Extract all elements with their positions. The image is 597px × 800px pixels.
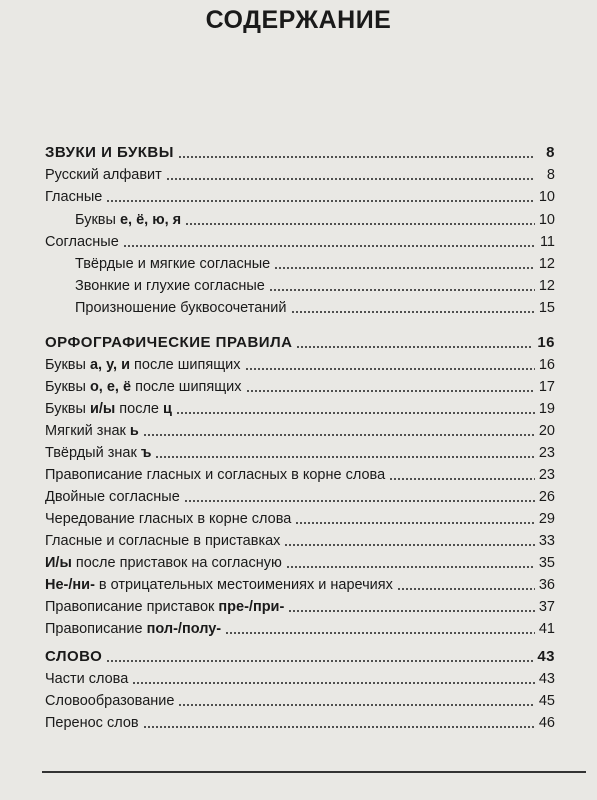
entry-text: Твёрдые и мягкие согласные	[75, 256, 271, 272]
page-number: 46	[538, 715, 555, 731]
toc-entry	[45, 528, 555, 550]
dot-leader	[274, 267, 535, 269]
page-number: 37	[538, 599, 555, 615]
emphasized-text: е, ё, ю, я	[119, 212, 182, 228]
toc-entry-title	[45, 233, 119, 251]
toc-entry	[45, 506, 555, 528]
toc-entry-title	[45, 620, 221, 638]
page-number: 10	[538, 189, 555, 205]
toc-entry-title	[45, 378, 242, 396]
toc-entry	[45, 374, 555, 396]
page-number: 15	[538, 300, 555, 316]
toc-section-title: ОРФОГРАФИЧЕСКИЕ ПРАВИЛА	[45, 334, 293, 351]
emphasized-text: ъ	[140, 445, 152, 461]
entry-text: Твёрдый знак	[45, 445, 141, 461]
toc-entry-title	[75, 277, 265, 295]
dot-leader	[185, 223, 535, 225]
page-number: 43	[537, 648, 555, 665]
page-title: СОДЕРЖАНИЕ	[205, 6, 392, 34]
toc-section	[45, 140, 555, 162]
toc-entry-title	[45, 188, 102, 206]
emphasized-text: ь	[129, 423, 139, 439]
toc-section	[45, 644, 555, 666]
dot-leader	[155, 456, 534, 458]
toc-section	[45, 330, 555, 352]
toc-entry	[75, 273, 555, 295]
dot-leader	[106, 660, 533, 662]
entry-text: Мягкий знак	[45, 423, 130, 439]
page-number: 8	[546, 144, 555, 161]
page-number: 16	[538, 357, 555, 373]
toc-entry	[45, 229, 555, 251]
toc-entry	[45, 484, 555, 506]
dot-leader	[245, 368, 535, 370]
entry-text: Чередование гласных в корне слова	[45, 511, 292, 527]
page-number: 16	[537, 334, 555, 351]
dot-leader	[269, 289, 535, 291]
toc-entry	[75, 295, 555, 317]
toc-section-title: СЛОВО	[45, 648, 103, 665]
emphasized-text: пол-/полу-	[146, 621, 222, 637]
dot-leader	[123, 245, 535, 247]
dot-leader	[284, 544, 534, 546]
toc-entry-title	[75, 299, 287, 317]
dot-leader	[397, 588, 535, 590]
toc-entry	[45, 184, 555, 206]
entry-text: Русский алфавит	[45, 167, 162, 183]
page-number: 43	[538, 671, 555, 687]
toc-section-title: ЗВУКИ И БУКВЫ	[45, 144, 174, 161]
emphasized-text: Не-/ни-	[45, 577, 95, 593]
entry-text: Правописание гласных и согласных в корне слова	[45, 467, 386, 483]
dot-leader	[184, 500, 535, 502]
entry-text: Правописание приставок	[45, 599, 219, 615]
dot-leader	[389, 478, 535, 480]
toc-entry	[45, 162, 555, 184]
emphasized-text: И/ы	[45, 555, 72, 571]
toc-entry	[45, 688, 555, 710]
toc-entry	[75, 251, 555, 273]
emphasized-text: о, е, ё	[89, 379, 132, 395]
toc-entry	[75, 207, 555, 229]
entry-text: Гласные и согласные в приставках	[45, 533, 281, 549]
entry-text: после шипящих	[130, 357, 241, 373]
toc-entry-title	[45, 576, 393, 594]
toc-entry-title	[45, 356, 241, 374]
toc-entry-title	[45, 670, 128, 688]
entry-text: Буквы	[75, 212, 120, 228]
page-number: 12	[538, 256, 555, 272]
toc-entry	[45, 462, 555, 484]
page-number: 23	[538, 467, 555, 483]
entry-text: Согласные	[45, 234, 119, 250]
toc-entry-title	[45, 166, 162, 184]
emphasized-text: ц	[163, 401, 172, 417]
toc-entry-title	[45, 598, 284, 616]
toc-entry	[45, 710, 555, 732]
entry-text: Двойные согласные	[45, 489, 180, 505]
page-number: 12	[538, 278, 555, 294]
dot-leader	[225, 632, 535, 634]
entry-text: после шипящих	[131, 379, 242, 395]
page-number: 20	[538, 423, 555, 439]
toc-entry	[45, 440, 555, 462]
emphasized-text: пре-/при-	[218, 599, 285, 615]
toc-entry-title	[45, 510, 291, 528]
entry-text: Буквы	[45, 357, 90, 373]
toc-entry-title	[75, 255, 270, 273]
toc-entry-title	[75, 211, 181, 229]
toc-entry-title	[45, 692, 174, 710]
toc-entry-title	[45, 554, 282, 572]
toc-entry	[45, 616, 555, 638]
dot-leader	[166, 178, 535, 180]
toc-entry-title	[45, 400, 172, 418]
dot-leader	[246, 390, 535, 392]
toc-entry	[45, 572, 555, 594]
page-number: 26	[538, 489, 555, 505]
dot-leader	[178, 704, 534, 706]
bottom-divider	[42, 771, 586, 773]
entry-text: Буквы	[45, 379, 90, 395]
dot-leader	[295, 522, 535, 524]
toc-entry	[45, 550, 555, 572]
toc-entry	[45, 418, 555, 440]
entry-text: Словообразование	[45, 693, 175, 709]
entry-text: Гласные	[45, 189, 103, 205]
toc-entry	[45, 594, 555, 616]
page-number: 8	[546, 167, 555, 183]
dot-leader	[291, 311, 535, 313]
dot-leader	[132, 682, 535, 684]
emphasized-text: а, у, и	[89, 357, 131, 373]
entry-text: Буквы	[45, 401, 90, 417]
page-number: 41	[538, 621, 555, 637]
toc-entry-title	[45, 532, 280, 550]
entry-text: в отрицательных местоимениях и наречиях	[94, 577, 393, 593]
toc-entry	[45, 352, 555, 374]
page-number: 10	[538, 212, 555, 228]
page-number: 23	[538, 445, 555, 461]
dot-leader	[178, 156, 535, 158]
dot-leader	[288, 610, 535, 612]
entry-text: после	[115, 401, 164, 417]
entry-text: Правописание	[45, 621, 147, 637]
dot-leader	[286, 566, 535, 568]
toc-entry-title	[45, 466, 385, 484]
page-number: 17	[538, 379, 555, 395]
page-number: 29	[538, 511, 555, 527]
toc-entry	[45, 396, 555, 418]
dot-leader	[143, 726, 535, 728]
toc-entry-title	[45, 444, 151, 462]
toc-entry-title	[45, 714, 139, 732]
dot-leader	[176, 412, 535, 414]
toc-entry-title	[45, 488, 180, 506]
toc-entry-title	[45, 422, 139, 440]
dot-leader	[106, 200, 535, 202]
entry-text: Части слова	[45, 671, 129, 687]
page-number: 36	[538, 577, 555, 593]
entry-text: Перенос слов	[45, 715, 139, 731]
entry-text: Звонкие и глухие согласные	[75, 278, 265, 294]
page-number: 11	[539, 234, 555, 250]
toc-entry	[45, 666, 555, 688]
entry-text: Произношение буквосочетаний	[75, 300, 287, 316]
page-number: 45	[538, 693, 555, 709]
dot-leader	[143, 434, 535, 436]
page-number: 35	[538, 555, 555, 571]
page-number: 19	[538, 401, 555, 417]
emphasized-text: и/ы	[89, 401, 116, 417]
entry-text: после приставок на согласную	[71, 555, 282, 571]
dot-leader	[296, 346, 533, 348]
page-number: 33	[538, 533, 555, 549]
